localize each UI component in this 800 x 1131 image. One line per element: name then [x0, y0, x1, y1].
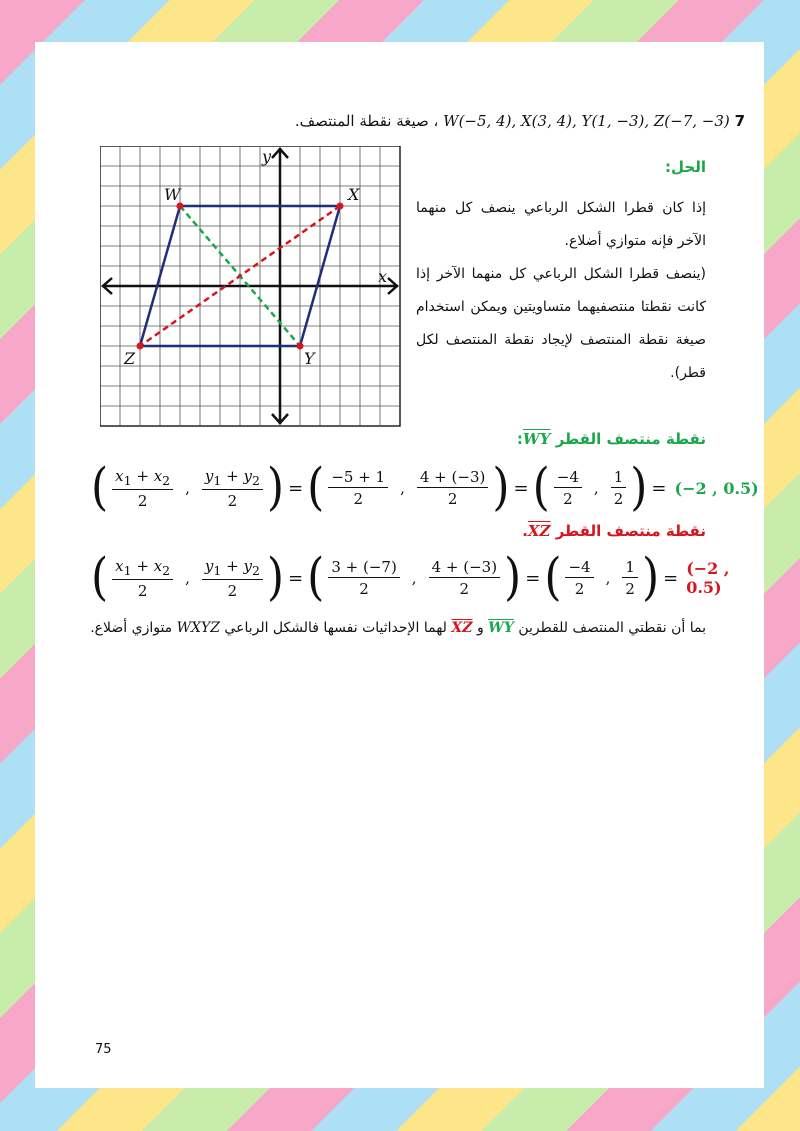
x-axis-label: x — [378, 267, 388, 286]
midpoint-wy-equation: ( $\frac{x_1 + x_2}{2}$ , $\frac{y_1 + y_2}{2}$ ) = ( $\frac{-5 + 1}{2}$ , $\frac{4 + (-3)}{2}$ ) = ( $\frac{-4}{2}$ , $\frac{1}{2}$ ) = (−2 , 0.5) — [91, 458, 759, 517]
coordinate-graph — [100, 146, 410, 436]
midpoint-xz-equation: ( $\frac{x_1 + x_2}{2}$ , $\frac{y_1 + y_2}{2}$ ) = ( $\frac{3 + (-7)}{2}$ , $\frac{4 + (-3)}{2}$ ) = ( $\frac{-4}{2}$ , $\frac{1}{2}$ ) = (−2 , 0.5) — [91, 550, 764, 606]
conclusion: بما أن نقطتي المنتصف للقطرين WY و XZ لهما الإحداثيات نفسها فالشكل الرباعي WXYZ متوازي أضلاع. — [90, 620, 706, 636]
segment-wy: WY — [522, 430, 551, 448]
segment-xz: XZ — [527, 522, 551, 540]
vertex-label-w: W — [164, 185, 181, 204]
vertex-label-z: Z — [124, 349, 136, 368]
problem-statement — [265, 112, 745, 130]
page-number: 75 — [95, 1042, 112, 1057]
vertex-label-x: X — [348, 185, 360, 204]
conclusion-segment-wy: WY — [488, 620, 514, 636]
midpoint-wy-result: (−2 , 0.5) — [674, 478, 759, 498]
solution-paragraph-2: (ينصف قطرا الشكل الرباعي كل منهما الآخر إذا كانت نقطتا منتصفيهما متساويتين ويمكن استخدام صيغة نقطة المنتصف لإيجاد نقطة المنتصف لكل قطر). — [416, 266, 706, 381]
midpoint-xz-heading: نقطة منتصف القطر XZ. — [522, 522, 706, 540]
conclusion-segment-xz: XZ — [451, 620, 473, 636]
problem-number: 7 — [734, 112, 745, 130]
graph-labels — [123, 147, 387, 368]
vertex-y — [297, 343, 304, 350]
midpoint-wy-heading: نقطة منتصف القطر WY: — [516, 430, 706, 448]
vertex-label-y: Y — [304, 349, 315, 368]
problem-points: W(−5, 4), X(3, 4), Y(1, −3), Z(−7, −3) — [443, 112, 730, 130]
page — [35, 42, 764, 1088]
solution-label: الحل: — [665, 158, 706, 176]
shape-name: WXYZ — [176, 620, 220, 636]
solution-paragraph-1: إذا كان قطرا الشكل الرباعي ينصف كل منهما الآخر فإنه متوازي أضلاع. — [416, 200, 706, 249]
y-axis-label: y — [262, 147, 272, 166]
problem-instruction: ، صيغة نقطة المنتصف. — [294, 112, 439, 130]
vertex-x — [337, 203, 344, 210]
vertex-z — [137, 343, 144, 350]
midpoint-xz-result: (−2 , 0.5) — [686, 559, 730, 597]
